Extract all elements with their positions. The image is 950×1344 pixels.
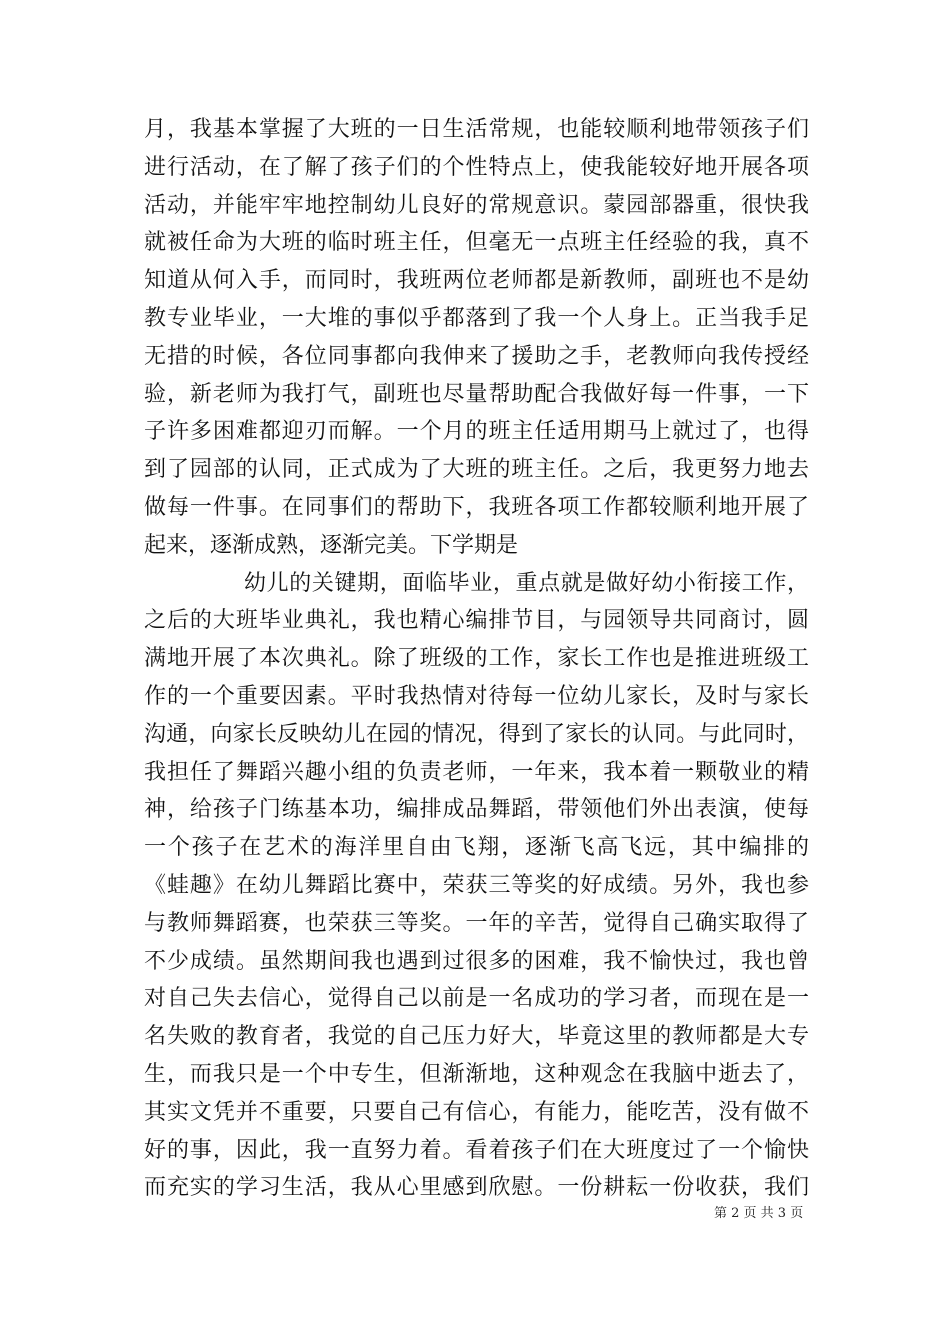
text-line: 我担任了舞蹈兴趣小组的负责老师，一年来，我本着一颗敬业的精 — [144, 759, 809, 785]
text-line: 验，新老师为我打气，副班也尽量帮助配合我做好每一件事，一下 — [144, 381, 809, 407]
text-line: 沟通，向家长反映幼儿在园的情况，得到了家长的认同。与此同时， — [144, 721, 809, 747]
text-line: 进行活动，在了解了孩子们的个性特点上，使我能较好地开展各项 — [144, 154, 809, 180]
text-line: 起来，逐渐成熟，逐渐完美。下学期是 — [144, 532, 519, 558]
text-line: 对自己失去信心，觉得自己以前是一名成功的学习者，而现在是一 — [144, 986, 809, 1012]
text-line: 而充实的学习生活，我从心里感到欣慰。一份耕耘一份收获，我们 — [144, 1175, 809, 1201]
text-line: 就被任命为大班的临时班主任，但毫无一点班主任经验的我，真不 — [144, 230, 809, 256]
page-number-footer: 第 2 页 共 3 页 — [714, 1206, 804, 1221]
text-line: 神，给孩子门练基本功，编排成品舞蹈，带领他们外出表演，使每 — [144, 797, 809, 823]
text-line: 教专业毕业，一大堆的事似乎都落到了我一个人身上。正当我手足 — [144, 305, 809, 331]
text-line: 月，我基本掌握了大班的一日生活常规，也能较顺利地带领孩子们 — [144, 117, 809, 142]
text-line: 之后的大班毕业典礼，我也精心编排节目，与园领导共同商讨，圆 — [144, 608, 809, 634]
text-line: 知道从何入手，而同时，我班两位老师都是新教师，副班也不是幼 — [144, 268, 809, 294]
text-line: 名失败的教育者，我觉的自己压力好大，毕竟这里的教师都是大专 — [144, 1024, 809, 1050]
text-line: 满地开展了本次典礼。除了班级的工作，家长工作也是推进班级工 — [144, 646, 809, 672]
text-line: 生，而我只是一个中专生，但渐渐地，这种观念在我脑中逝去了， — [144, 1061, 809, 1087]
text-line-indented: 幼儿的关键期，面临毕业，重点就是做好幼小衔接工作， — [244, 570, 809, 596]
text-line: 无措的时候，各位同事都向我伸来了援助之手，老教师向我传授经 — [144, 343, 809, 369]
text-line: 子许多困难都迎刃而解。一个月的班主任适用期马上就过了，也得 — [144, 419, 809, 445]
text-line: 与教师舞蹈赛，也荣获三等奖。一年的辛苦，觉得自己确实取得了 — [144, 910, 809, 936]
text-line: 《蛙趣》在幼儿舞蹈比赛中，荣获三等奖的好成绩。另外，我也参 — [144, 872, 809, 898]
text-line: 做每一件事。在同事们的帮助下，我班各项工作都较顺利地开展了 — [144, 494, 809, 520]
text-line: 作的一个重要因素。平时我热情对待每一位幼儿家长，及时与家长 — [144, 683, 809, 709]
text-line: 一个孩子在艺术的海洋里自由飞翔，逐渐飞高飞远，其中编排的 — [144, 835, 809, 861]
text-line: 活动，并能牢牢地控制幼儿良好的常规意识。蒙园部器重，很快我 — [144, 192, 809, 218]
text-line: 好的事，因此，我一直努力着。看着孩子们在大班度过了一个愉快 — [144, 1137, 809, 1163]
text-line: 其实文凭并不重要，只要自己有信心，有能力，能吃苦，没有做不 — [144, 1099, 809, 1125]
text-line: 不少成绩。虽然期间我也遇到过很多的困难，我不愉快过，我也曾 — [144, 948, 809, 974]
text-line: 到了园部的认同，正式成为了大班的班主任。之后，我更努力地去 — [144, 457, 809, 483]
body-text — [144, 111, 809, 1207]
